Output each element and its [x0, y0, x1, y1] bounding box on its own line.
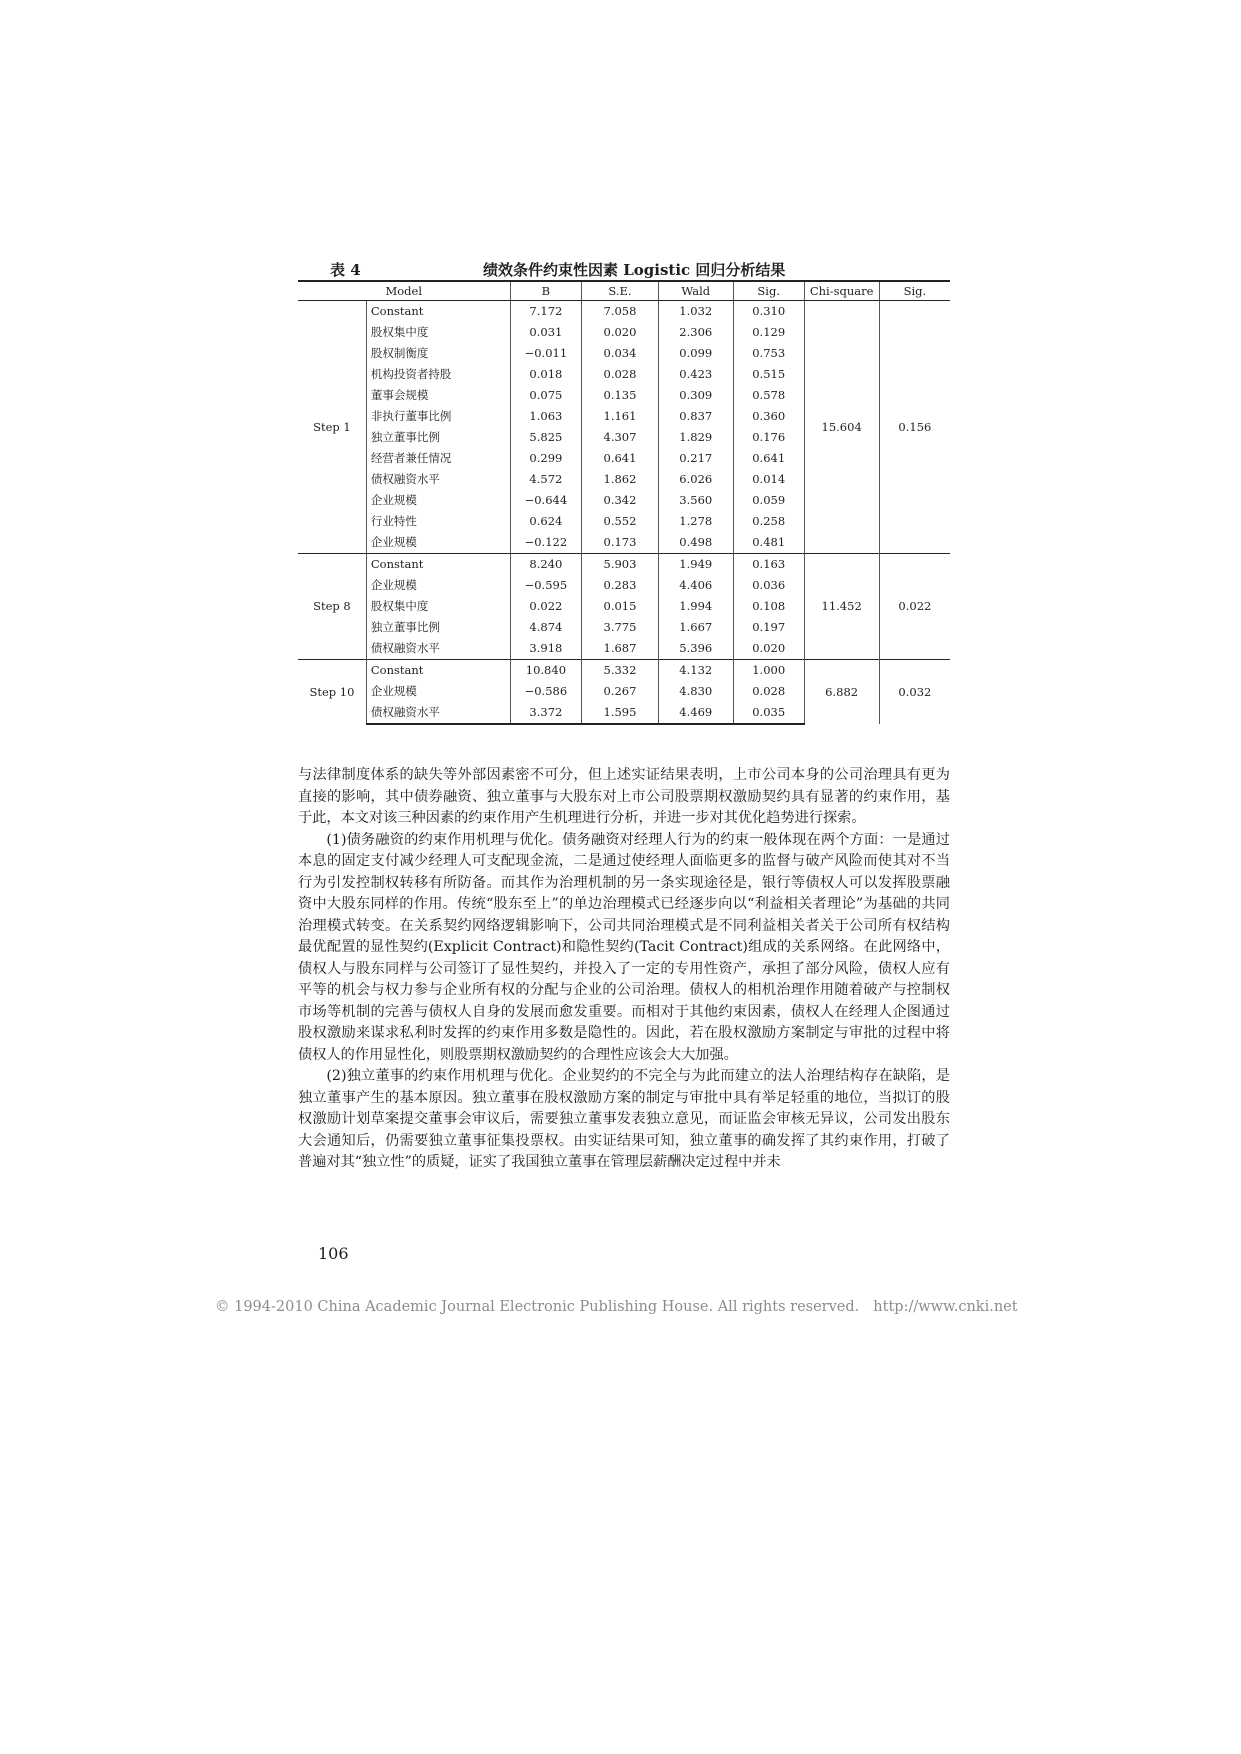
std-error: 5.903 — [582, 554, 658, 576]
coef-b: 0.075 — [510, 385, 582, 406]
variable-name: 企业规模 — [366, 575, 510, 596]
step-label: Step 10 — [298, 660, 366, 725]
paragraph: 与法律制度体系的缺失等外部因素密不可分，但上述实证结果表明，上市公司本身的公司治理具有更为直接的影响，其中债券融资、独立董事与大股东对上市公司股票期权激励契约具有显著的约束作用，基于此，本文对该三种因素的约束作用产生机理进行分析，并进一步对其优化趋势进行探索。 — [298, 767, 950, 826]
std-error: 0.135 — [582, 385, 658, 406]
paragraph: (1)债务融资的约束作用机理与优化。债务融资对经理人行为的约束一般体现在两个方面：一是通过本息的固定支付减少经理人可支配现金流，二是通过使经理人面临更多的监督与破产风险而使其对不当行为引发控制权转移有所防备。而其作为治理机制的另一条实现途径是，银行等债权人可以发挥股票融资中大股东同样的作用。传统“股东至上”的单边治理模式已经逐步向以“利益相关者理论”为基础的共同治理模式转变。在关系契约网络逻辑影响下，公司共同治理模式是不同利益相关者关于公司所有权结构最优配置的显性契约(Explicit Contract)和隐性契约(Tacit Contract)组成的关系网络。在此网络中，债权人与股东同样与公司签订了显性契约，并投入了一定的专用性资产，承担了部分风险，债权人应有平等的机会与权力参与企业所有权的分配与企业的公司治理。债权人的相机治理作用随着破产与控制权市场等机制的完善与债权人自身的发展而愈发重要。而相对于其他约束因素，债权人在经理人企图通过股权激励来谋求私利时发挥的约束作用多数是隐性的。因此，若在股权激励方案制定与审批的过程中将债权人的作用显性化，则股票期权激励契约的合理性应该会大大加强。 — [298, 831, 950, 1063]
table-caption — [298, 258, 950, 280]
table-body — [298, 301, 950, 725]
std-error: 3.775 — [582, 617, 658, 638]
header-chi-square: Chi-square — [804, 281, 879, 301]
wald: 0.217 — [658, 448, 733, 469]
table-row — [298, 554, 950, 576]
table-row — [298, 660, 950, 682]
variable-name: 行业特性 — [366, 511, 510, 532]
wald: 1.994 — [658, 596, 733, 617]
std-error: 0.267 — [582, 681, 658, 702]
sig: 0.360 — [733, 406, 804, 427]
variable-name: 债权融资水平 — [366, 702, 510, 724]
wald: 1.829 — [658, 427, 733, 448]
variable-name: 股权制衡度 — [366, 343, 510, 364]
wald: 5.396 — [658, 638, 733, 660]
header-b: B — [510, 281, 582, 301]
chi-square: 15.604 — [804, 301, 879, 554]
coef-b: −0.595 — [510, 575, 582, 596]
wald: 0.423 — [658, 364, 733, 385]
sig: 0.578 — [733, 385, 804, 406]
coef-b: 0.022 — [510, 596, 582, 617]
variable-name: Constant — [366, 554, 510, 576]
wald: 1.278 — [658, 511, 733, 532]
wald: 1.949 — [658, 554, 733, 576]
std-error: 7.058 — [582, 301, 658, 323]
step-label: Step 1 — [298, 301, 366, 554]
coef-b: 0.299 — [510, 448, 582, 469]
std-error: 1.595 — [582, 702, 658, 724]
sig: 0.481 — [733, 532, 804, 554]
variable-name: 董事会规模 — [366, 385, 510, 406]
model-sig: 0.156 — [879, 301, 950, 554]
coef-b: −0.644 — [510, 490, 582, 511]
wald: 2.306 — [658, 322, 733, 343]
page-number: 106 — [318, 1244, 349, 1263]
std-error: 0.015 — [582, 596, 658, 617]
variable-name: 经营者兼任情况 — [366, 448, 510, 469]
footer-url: http://www.cnki.net — [873, 1299, 1018, 1315]
wald: 4.830 — [658, 681, 733, 702]
std-error: 0.552 — [582, 511, 658, 532]
model-sig: 0.032 — [879, 660, 950, 725]
coef-b: 0.624 — [510, 511, 582, 532]
sig: 0.059 — [733, 490, 804, 511]
header-wald: Wald — [658, 281, 733, 301]
std-error: 0.342 — [582, 490, 658, 511]
coef-b: 4.572 — [510, 469, 582, 490]
chi-square: 11.452 — [804, 554, 879, 660]
wald: 0.498 — [658, 532, 733, 554]
sig: 0.753 — [733, 343, 804, 364]
wald: 3.560 — [658, 490, 733, 511]
std-error: 1.161 — [582, 406, 658, 427]
std-error: 0.034 — [582, 343, 658, 364]
coef-b: 7.172 — [510, 301, 582, 323]
variable-name: 企业规模 — [366, 681, 510, 702]
sig: 0.036 — [733, 575, 804, 596]
coef-b: 5.825 — [510, 427, 582, 448]
coef-b: 8.240 — [510, 554, 582, 576]
wald: 4.469 — [658, 702, 733, 724]
coef-b: 10.840 — [510, 660, 582, 682]
table-header-row — [298, 281, 950, 301]
step-label: Step 8 — [298, 554, 366, 660]
coef-b: −0.586 — [510, 681, 582, 702]
variable-name: 机构投资者持股 — [366, 364, 510, 385]
variable-name: 独立董事比例 — [366, 427, 510, 448]
coef-b: −0.122 — [510, 532, 582, 554]
wald: 1.032 — [658, 301, 733, 323]
std-error: 0.283 — [582, 575, 658, 596]
wald: 0.837 — [658, 406, 733, 427]
std-error: 1.862 — [582, 469, 658, 490]
variable-name: 股权集中度 — [366, 322, 510, 343]
sig: 0.108 — [733, 596, 804, 617]
sig: 1.000 — [733, 660, 804, 682]
std-error: 0.028 — [582, 364, 658, 385]
coef-b: 4.874 — [510, 617, 582, 638]
wald: 6.026 — [658, 469, 733, 490]
table-title: 绩效条件约束性因素 Logistic 回归分析结果 — [483, 261, 786, 279]
std-error: 5.332 — [582, 660, 658, 682]
sig: 0.310 — [733, 301, 804, 323]
std-error: 0.641 — [582, 448, 658, 469]
coef-b: 0.018 — [510, 364, 582, 385]
variable-name: 债权融资水平 — [366, 638, 510, 660]
header-model-sig: Sig. — [879, 281, 950, 301]
regression-table — [298, 280, 950, 725]
sig: 0.163 — [733, 554, 804, 576]
std-error: 0.020 — [582, 322, 658, 343]
table-row — [298, 301, 950, 323]
coef-b: 3.372 — [510, 702, 582, 724]
sig: 0.129 — [733, 322, 804, 343]
sig: 0.176 — [733, 427, 804, 448]
header-se: S.E. — [582, 281, 658, 301]
header-sig: Sig. — [733, 281, 804, 301]
wald: 1.667 — [658, 617, 733, 638]
variable-name: 债权融资水平 — [366, 469, 510, 490]
sig: 0.035 — [733, 702, 804, 724]
paragraph: (2)独立董事的约束作用机理与优化。企业契约的不完全与为此而建立的法人治理结构存在缺陷，是独立董事产生的基本原因。独立董事在股权激励方案的制定与审批中具有举足轻重的地位，当拟订的股权激励计划草案提交董事会审议后，需要独立董事发表独立意见，而证监会审核无异议，公司发出股东大会通知后，仍需要独立董事征集投票权。由实证结果可知，独立董事的确发挥了其约束作用，打破了普遍对其“独立性”的质疑，证实了我国独立董事在管理层薪酬决定过程中并未 — [298, 1068, 950, 1170]
sig: 0.020 — [733, 638, 804, 660]
wald: 0.099 — [658, 343, 733, 364]
coef-b: 1.063 — [510, 406, 582, 427]
variable-name: 非执行董事比例 — [366, 406, 510, 427]
wald: 4.406 — [658, 575, 733, 596]
variable-name: 独立董事比例 — [366, 617, 510, 638]
std-error: 4.307 — [582, 427, 658, 448]
footer — [215, 1299, 1018, 1315]
coef-b: 0.031 — [510, 322, 582, 343]
std-error: 0.173 — [582, 532, 658, 554]
variable-name: Constant — [366, 301, 510, 323]
wald: 0.309 — [658, 385, 733, 406]
variable-name: Constant — [366, 660, 510, 682]
sig: 0.197 — [733, 617, 804, 638]
variable-name: 企业规模 — [366, 532, 510, 554]
model-sig: 0.022 — [879, 554, 950, 660]
variable-name: 企业规模 — [366, 490, 510, 511]
wald: 4.132 — [658, 660, 733, 682]
coef-b: 3.918 — [510, 638, 582, 660]
footer-copyright: © 1994-2010 China Academic Journal Electronic Publishing House. All rights reserved. — [215, 1299, 860, 1315]
variable-name: 股权集中度 — [366, 596, 510, 617]
body-text — [298, 765, 950, 1174]
sig: 0.014 — [733, 469, 804, 490]
sig: 0.515 — [733, 364, 804, 385]
sig: 0.641 — [733, 448, 804, 469]
std-error: 1.687 — [582, 638, 658, 660]
chi-square: 6.882 — [804, 660, 879, 725]
header-model: Model — [298, 281, 510, 301]
sig: 0.258 — [733, 511, 804, 532]
coef-b: −0.011 — [510, 343, 582, 364]
table-number: 表 4 — [330, 261, 361, 279]
sig: 0.028 — [733, 681, 804, 702]
